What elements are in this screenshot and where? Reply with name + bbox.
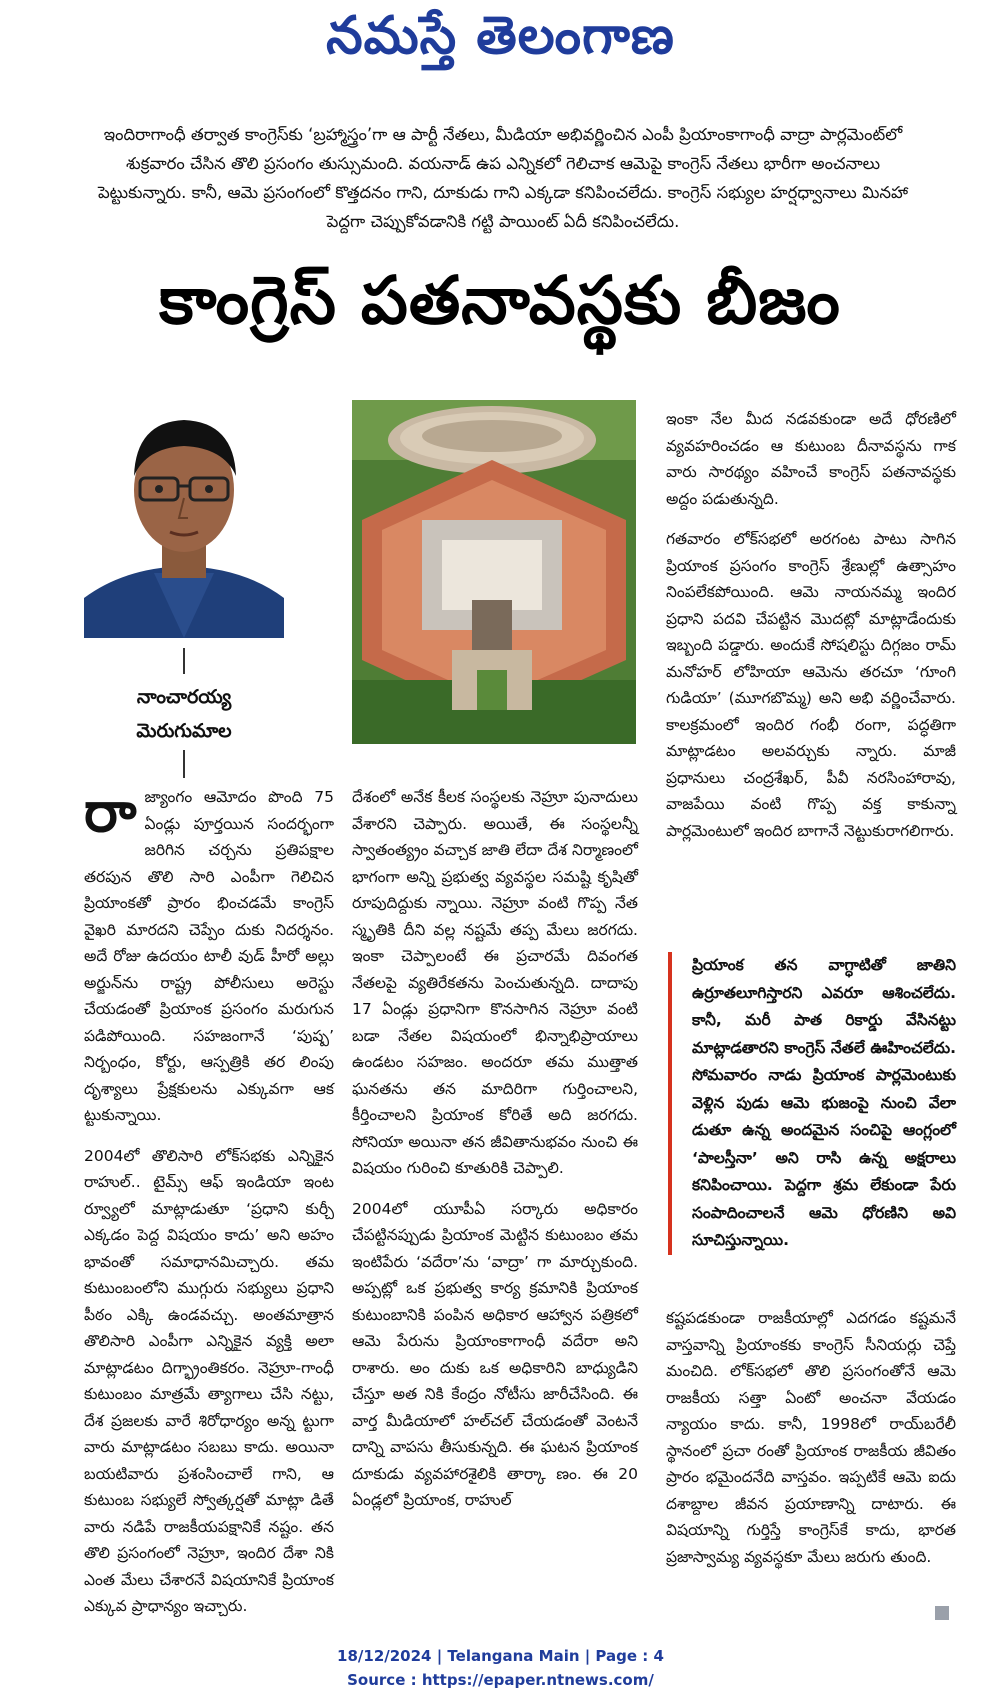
author-first-name: నాంచారయ్య bbox=[136, 686, 232, 708]
author-divider bbox=[183, 750, 185, 778]
article-column-1 bbox=[84, 780, 334, 1634]
paragraph: దేశంలో అనేక కీలక సంస్థలకు నెహ్రూ పునాదులు వేశారని చెప్పారు. అయితే, ఈ సంస్థలన్నీ స్వాతంత్య్రం వచ్చాక జాతి లేదా దేశ నిర్మాణంలో భాగంగా అన్ని ప్రభుత్వ వ్యవస్థల సమష్టి కృషితో రూపుదిద్దుకు న్నాయి. నెహ్రూ వంటి గొప్ప నేత స్మృతికి దీని వల్ల నష్టమే తప్ప మేలు జరగదు. ఇంకా చెప్పాలంటే ఈ ప్రచారమే దివంగత నేతలపై వ్యతిరేకతను పెంచుతున్నది. దాదాపు 17 ఏండ్లు ప్రధానిగా కొనసాగిన నెహ్రూ వంటి బడా నేతల విషయంలో భిన్నాభిప్రాయాలు ఉండటం సహజం. అందరూ తమ ముత్తాత ఘనతను తన మాదిరిగా గుర్తించాలని, కీర్తించాలని ప్రియాంక కోరితే అది జరగదు. సోనియా అయినా తన జీవితానుభవం నుంచి ఈ విషయం గురించి కూతురికి చెప్పాలి. bbox=[352, 788, 638, 1177]
drop-cap: రా bbox=[84, 780, 137, 845]
author-photo bbox=[84, 398, 284, 638]
end-of-article-mark bbox=[935, 1606, 949, 1620]
paragraph: ఇంకా నేల మీద నడవకుండా అదే ధోరణిలో వ్యవహరించడం ఆ కుటుంబ దీనావస్థను గాక వారు సారథ్యం వహించే కాంగ్రెస్ పతనావస్థకు అద్దం పడుతున్నది. bbox=[666, 410, 956, 508]
paragraph-text: జ్యాంగం ఆమోదం పొంది 75 ఏండ్లు పూర్తయిన సందర్భంగా జరిగిన చర్చను ప్రతిపక్షాల తరపున తొలి సారి ఎంపీగా గెలిచిన ప్రియాంకతో ప్రారం భించడమే కాంగ్రెస్ వైఖరి మారదని చెప్పేం దుకు నిదర్శనం. అదే రోజు ఉదయం టాలీ వుడ్ హీరో అల్లు అర్జున్‌ను రాష్ట్ర పోలీసులు అరెస్టు చేయడంతో ప్రియాంక ప్రసంగం మరుగున పడిపోయింది. సహజంగానే ‘పుష్ప’ నిర్బంధం, కోర్టు, ఆస్పత్రికి తర లింపు దృశ్యాలు ప్రేక్షకులను ఎక్కువగా ఆక ట్టుకున్నాయి. bbox=[84, 788, 334, 1124]
author-divider bbox=[183, 648, 185, 674]
page-footer bbox=[0, 1644, 1001, 1692]
paragraph: 2004లో తొలిసారి లోక్‌సభకు ఎన్నికైన రాహుల్.. టైమ్స్ ఆఫ్ ఇండియా ఇంట ర్వ్యూలో మాట్లాడుతూ ‘ప్రధాని కుర్చీ ఎక్కడం పెద్ద విషయం కాదు’ అని అహం భావంతో సమాధానమిచ్చారు. తమ కుటుంబంలోని ముగ్గురు సభ్యులు ప్రధాని పీఠం ఎక్కి ఉండవచ్చు. అంతమాత్రాన తొలిసారి ఎంపీగా ఎన్నికైన వ్యక్తి అలా మాట్లాడటం దిగ్భ్రాంతికరం. నెహ్రూ-గాంధీ కుటుంబం మాత్రమే త్యాగాలు చేసి నట్టు, దేశ ప్రజలకు వారే శిరోధార్యం అన్న ట్టుగా వారు మాట్లాడటం సబబు కాదు. అయినా బయటివారు ప్రశంసించాలే గాని, ఆ కుటుంబ సభ్యులే స్వోత్కర్షతో మాట్లా డితే వారు నడిపే రాజకీయపక్షానికే నష్టం. తన తొలి ప్రసంగంలో నెహ్రూ, ఇందిర దేశా నికి ఎంత మేలు చేశారనే విషయానికే ప్రియాంక ఎక్కువ ప్రాధాన్యం ఇచ్చారు. bbox=[84, 1146, 334, 1615]
article-column-2 bbox=[352, 784, 638, 1528]
newspaper-masthead: నమస్తే తెలంగాణ bbox=[326, 6, 675, 66]
article-intro: ఇందిరాగాంధీ తర్వాత కాంగ్రెస్‌కు ‘బ్రహ్మాస్త్రం’గా ఆ పార్టీ నేతలు, మీడియా అభివర్ణించిన ఎంపీ ప్రియాంకాగాంధీ వాద్రా పార్లమెంట్‌లో శుక్రవారం చేసిన తొలి ప్రసంగం తుస్సుమంది. వయనాడ్ ఉప ఎన్నికలో గెలిచాక ఆమెపై కాంగ్రెస్ నేతలు భారీగా అంచనాలు పెట్టుకున్నారు. కానీ, ఆమె ప్రసంగంలో కొత్తదనం గాని, దూకుడు గాని ఎక్కడా కనిపించలేదు. కాంగ్రెస్ సభ్యుల హర్షధ్వానాలు మినహా పెద్దగా చెప్పుకోవడానికి గట్టి పాయింట్ ఏదీ కనిపించలేదు. bbox=[97, 125, 909, 231]
edition-info: 18/12/2024 | Telangana Main | Page : 4 bbox=[337, 1647, 664, 1665]
paragraph bbox=[84, 780, 334, 1129]
source-link[interactable]: Source : https://epaper.ntnews.com/ bbox=[347, 1671, 654, 1689]
article-headline: కాంగ్రెస్ పతనావస్థకు బీజం bbox=[159, 262, 841, 339]
paragraph: 2004లో యూపీఏ సర్కారు అధికారం చేపట్టినప్పుడు ప్రియాంక మెట్టిన కుటుంబం తమ ఇంటిపేరు ‘వదేరా’ను ‘వాద్రా’ గా మార్చుకుంది. అప్పట్లో ఒక ప్రభుత్వ కార్య క్రమానికి ప్రియాంక కుటుంబానికి పంపిన అధికార ఆహ్వాన పత్రికలో ఆమె పేరును ప్రియాంకాగాంధీ వదేరా అని రాశారు. అం దుకు ఒక అధికారిని బాధ్యుడిని చేస్తూ అత నికి కేంద్రం నోటీసు జారీచేసింది. ఈ వార్త మీడియాలో హల్‌చల్ చేయడంతో వెంటనే దాన్ని వాపసు తీసుకున్నది. ఈ ఘటన ప్రియాంక దూకుడు వ్యవహారశైలికి తార్కా ణం. ఈ 20 ఏండ్లలో ప్రియాంక, రాహుల్ bbox=[352, 1199, 638, 1509]
author-byline bbox=[84, 680, 284, 748]
article-column-3 bbox=[666, 406, 956, 858]
pull-quote: ప్రియాంక తన వాగ్ధాటితో జాతిని ఉర్రూతలూగిస్తారని ఎవరూ ఆశించలేదు. కానీ, మరీ పాత రికార్డు వేసినట్టు మాట్లాడతారని కాంగ్రెస్ నేతలే ఊహించలేదు. సోమవారం నాడు ప్రియాంక పార్లమెంటుకు వెళ్లిన పుడు ఆమె భుజంపై నుంచి వేలా డుతూ ఉన్న అందమైన సంచిపై ఆంగ్లంలో ‘పాలస్తీనా’ అని రాసి ఉన్న అక్షరాలు కనిపించాయి. పెద్దగా శ్రమ లేకుండా పేరు సంపాదించాలనే ఆమె ధోరణిని అవి సూచిస్తున్నాయి. bbox=[668, 952, 956, 1255]
paragraph: కష్టపడకుండా రాజకీయాల్లో ఎదగడం కష్టమనే వాస్తవాన్ని ప్రియాంకకు కాంగ్రెస్ సీనియర్లు చెప్తే మంచిది. లోక్‌సభలో తొలి ప్రసంగంతోనే ఆమె రాజకీయ సత్తా ఏంటో అంచనా వేయడం న్యాయం కాదు. కానీ, 1998లో రాయ్‌బరేలీ స్థానంలో ప్రచా రంతో ప్రియాంక రాజకీయ జీవితం ప్రారం భమైందనేది వాస్తవం. ఇప్పటికే ఆమె ఐదు దశాబ్దాల జీవన ప్రయాణాన్ని దాటారు. ఈ విషయాన్ని గుర్తిస్తే కాంగ్రెస్‌కే కాదు, భారత ప్రజాస్వామ్య వ్యవస్థకూ మేలు జరుగు తుంది. bbox=[666, 1309, 956, 1566]
author-last-name: మెరుగుమాల bbox=[136, 720, 232, 742]
article-column-3-continued bbox=[666, 1305, 956, 1584]
parliament-photo bbox=[352, 400, 636, 744]
paragraph: గతవారం లోక్‌సభలో అరగంట పాటు సాగిన ప్రియాంక ప్రసంగం కాంగ్రెస్ శ్రేణుల్లో ఉత్సాహం నింపలేకపోయింది. ఆమె నాయనమ్మ ఇందిర ప్రధాని పదవి చేపట్టిన మొదట్లో మాట్లాడేందుకు ఇబ్బంది పడ్డారు. అందుకే సోషలిస్టు దిగ్గజం రామ్ మనోహర్ లోహియా ఆమెను తరచూ ‘గూంగి గుడియా’ (మూగబొమ్మ) అని అభి వర్ణించేవారు. కాలక్రమంలో ఇందిర గంభీ రంగా, పద్ధతిగా మాట్లాడటం అలవర్చుకు న్నారు. మాజీ ప్రధానులు చంద్రశేఖర్, పీవీ నరసింహారావు, వాజపేయి వంటి గొప్ప వక్త కాకున్నా పార్లమెంటులో ఇందిర బాగానే నెట్టుకురాగలిగారు. bbox=[666, 530, 956, 840]
